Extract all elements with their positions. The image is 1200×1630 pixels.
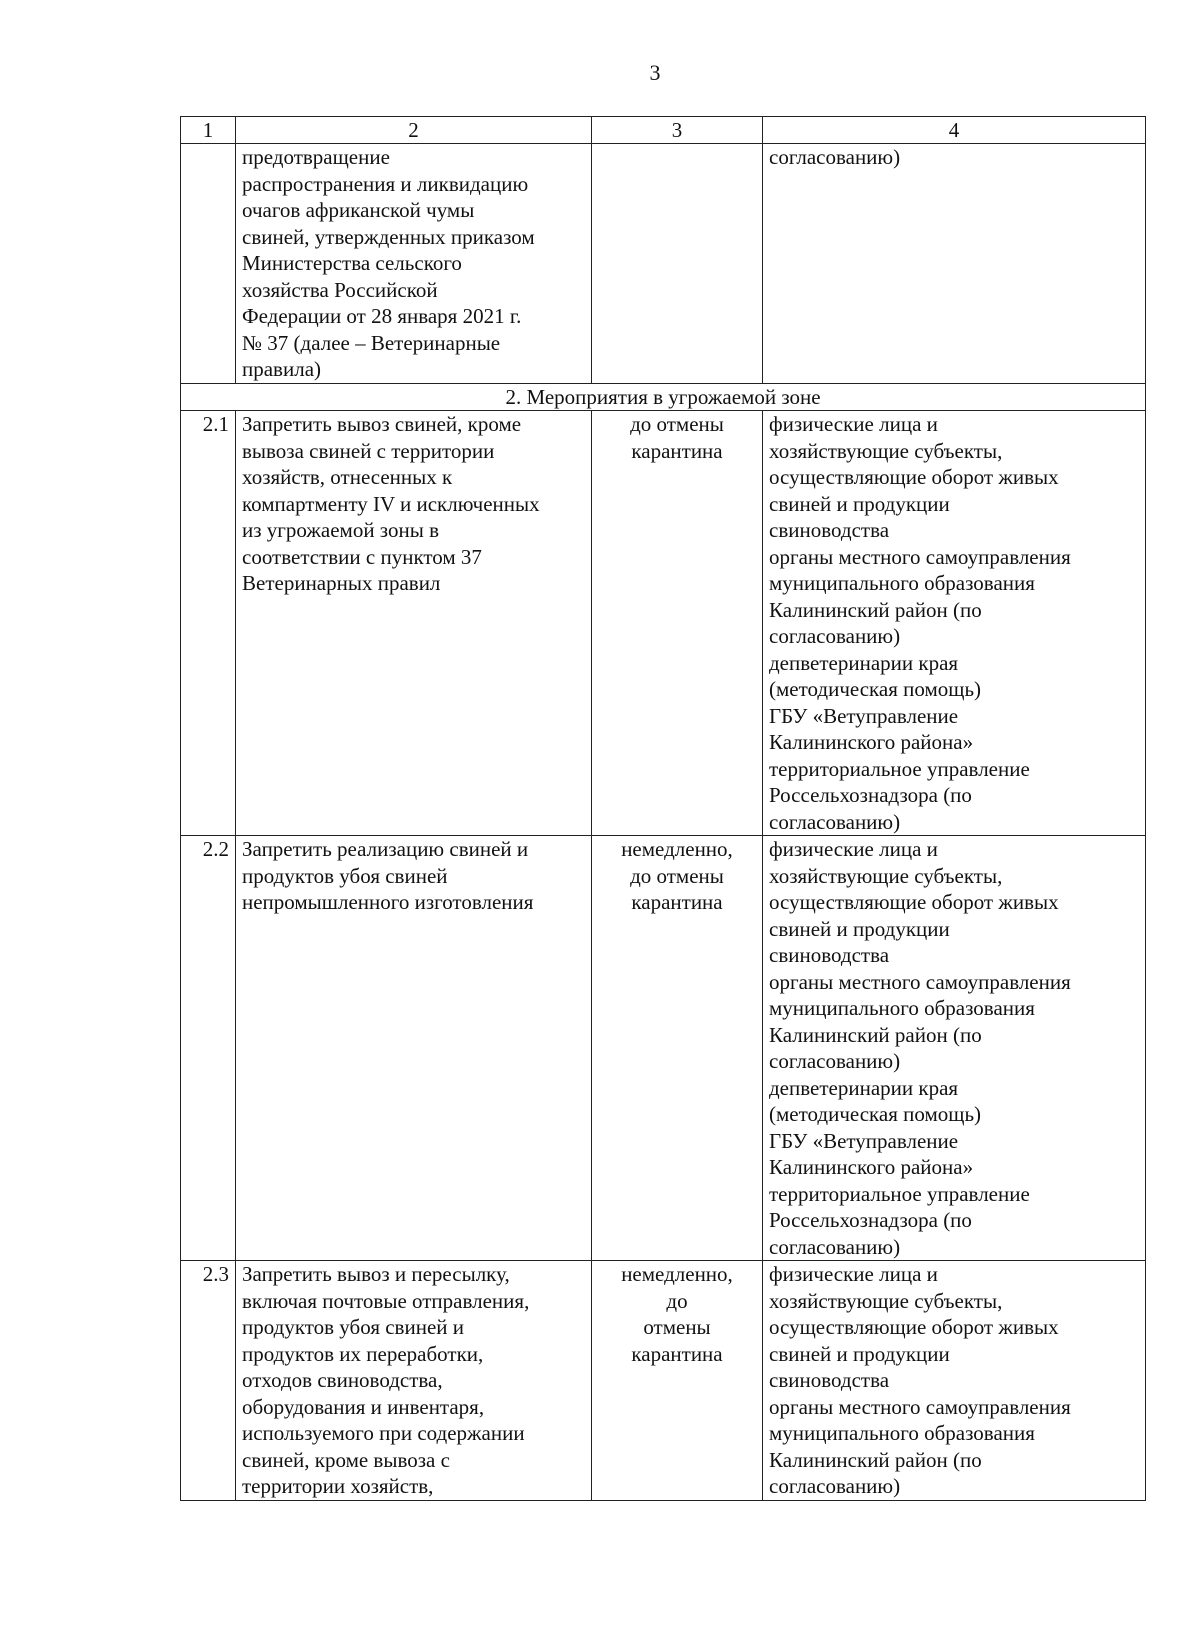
cell-line: согласованию): [769, 1049, 901, 1073]
term-cell: [592, 836, 763, 1261]
row-number: 2.3: [181, 1261, 236, 1501]
cell-line: Калининского района»: [769, 730, 974, 754]
cell-line: свиноводства: [769, 518, 890, 542]
cell-line: органы местного самоуправления: [769, 544, 1071, 569]
responsible-cell: [763, 411, 1146, 836]
cell-line: (методическая помощь): [769, 1102, 982, 1126]
cell-line: хозяйствующие субъекты,: [769, 1288, 1003, 1313]
header-cell: 2: [236, 117, 592, 144]
cell-line: органы местного самоуправления: [769, 1394, 1071, 1419]
header-cell: 3: [592, 117, 763, 144]
cell-line: немедленно,: [621, 837, 733, 861]
cell-line: немедленно,: [621, 1262, 733, 1286]
cell-line: из угрожаемой зоны в: [242, 518, 439, 542]
cell-line: свиней и продукции: [769, 916, 950, 941]
cell-line: хозяйств, отнесенных к: [242, 465, 453, 489]
cell-line: депветеринарии края: [769, 1075, 959, 1100]
cell-line: территориальное управление: [769, 1181, 1030, 1206]
cell-line: осуществляющие оборот живых: [769, 890, 1059, 914]
cell-line: свиней и продукции: [769, 1341, 950, 1366]
cell-line: физические лица и: [769, 412, 938, 436]
cell-line: муниципального образования: [769, 996, 1035, 1020]
cell-line: физические лица и: [769, 837, 938, 861]
cell-line: карантина: [631, 890, 723, 914]
cell-line: Запретить реализацию свиней и: [242, 837, 529, 861]
cell-line: продуктов их переработки,: [242, 1341, 484, 1366]
cell-line: свиней и продукции: [769, 491, 950, 516]
row-number: 2.2: [181, 836, 236, 1261]
cell-line: согласованию): [769, 1474, 901, 1498]
cell-line: свиней, кроме вывоза с: [242, 1447, 450, 1472]
cell-line: продуктов убоя свиней: [242, 863, 448, 888]
cell-line: Калининского района»: [769, 1155, 974, 1179]
cell-line: Калининский район (по: [769, 597, 982, 622]
measure-cell: [236, 144, 592, 384]
cell-line: продуктов убоя свиней и: [242, 1315, 464, 1339]
cell-line: до отмены: [630, 863, 724, 888]
cell-line: включая почтовые отправления,: [242, 1288, 530, 1313]
cell-line: Калининский район (по: [769, 1022, 982, 1047]
cell-line: Калининский район (по: [769, 1447, 982, 1472]
cell-line: Россельхознадзора (по: [769, 783, 972, 807]
cell-line: отмены: [643, 1315, 711, 1339]
table-row: [181, 1261, 1146, 1501]
cell-line: предотвращение: [242, 145, 390, 169]
num-cell: [181, 144, 236, 384]
table-row: [181, 836, 1146, 1261]
cell-line: Запретить вывоз свиней, кроме: [242, 412, 522, 436]
table-row: [181, 411, 1146, 836]
cell-line: свиней, утвержденных приказом: [242, 224, 535, 249]
cell-line: до: [666, 1288, 688, 1313]
term-cell: [592, 144, 763, 384]
responsible-cell: [763, 1261, 1146, 1501]
cell-line: территории хозяйств,: [242, 1474, 434, 1498]
cell-line: ГБУ «Ветуправление: [769, 1128, 959, 1153]
cell-line: территориальное управление: [769, 756, 1030, 781]
table-header-row: [181, 117, 1146, 144]
cell-line: очагов африканской чумы: [242, 198, 475, 222]
cell-line: осуществляющие оборот живых: [769, 1315, 1059, 1339]
cell-line: органы местного самоуправления: [769, 969, 1071, 994]
cell-line: компартменту IV и исключенных: [242, 491, 540, 516]
cell-line: Ветеринарных правил: [242, 571, 441, 595]
cell-line: Федерации от 28 января 2021 г.: [242, 304, 522, 328]
cell-line: ГБУ «Ветуправление: [769, 703, 959, 728]
measure-cell: [236, 1261, 592, 1501]
cell-line: муниципального образования: [769, 571, 1035, 595]
cell-line: непромышленного изготовления: [242, 890, 534, 914]
cell-line: Запретить вывоз и пересылку,: [242, 1262, 510, 1286]
cell-line: № 37 (далее – Ветеринарные: [242, 330, 501, 355]
section-row: [181, 383, 1146, 411]
cell-line: согласованию): [769, 624, 901, 648]
row-number: 2.1: [181, 411, 236, 836]
responsible-cell: [763, 144, 1146, 384]
cell-line: депветеринарии края: [769, 650, 959, 675]
cell-line: муниципального образования: [769, 1421, 1035, 1445]
cell-line: используемого при содержании: [242, 1421, 525, 1445]
cell-line: осуществляющие оборот живых: [769, 465, 1059, 489]
cell-line: хозяйствующие субъекты,: [769, 438, 1003, 463]
cell-line: Министерства сельского: [242, 251, 462, 275]
cell-line: хозяйствующие субъекты,: [769, 863, 1003, 888]
continuation-row: [181, 144, 1146, 384]
measure-cell: [236, 411, 592, 836]
header-cell: 4: [763, 117, 1146, 144]
measure-cell: [236, 836, 592, 1261]
cell-line: физические лица и: [769, 1262, 938, 1286]
cell-line: карантина: [631, 1341, 723, 1366]
cell-line: (методическая помощь): [769, 677, 982, 701]
cell-line: оборудования и инвентаря,: [242, 1394, 485, 1419]
cell-line: правила): [242, 357, 322, 381]
cell-line: вывоза свиней с территории: [242, 438, 495, 463]
term-cell: [592, 1261, 763, 1501]
measures-table: [180, 116, 1146, 1501]
cell-line: свиноводства: [769, 943, 890, 967]
responsible-cell: [763, 836, 1146, 1261]
cell-line: свиноводства: [769, 1368, 890, 1392]
cell-line: хозяйства Российской: [242, 277, 438, 302]
cell-line: до отмены: [630, 412, 724, 436]
cell-line: согласованию): [769, 1234, 901, 1259]
term-cell: [592, 411, 763, 836]
cell-line: Россельхознадзора (по: [769, 1208, 972, 1232]
cell-line: отходов свиноводства,: [242, 1368, 443, 1392]
header-cell: 1: [181, 117, 236, 144]
cell-line: согласованию): [769, 145, 901, 169]
section-title: 2. Мероприятия в угрожаемой зоне: [181, 383, 1146, 411]
cell-line: распространения и ликвидацию: [242, 171, 529, 196]
page-number: 3: [649, 60, 661, 85]
cell-line: соответствии с пунктом 37: [242, 544, 482, 569]
cell-line: согласованию): [769, 809, 901, 834]
cell-line: карантина: [631, 438, 723, 463]
